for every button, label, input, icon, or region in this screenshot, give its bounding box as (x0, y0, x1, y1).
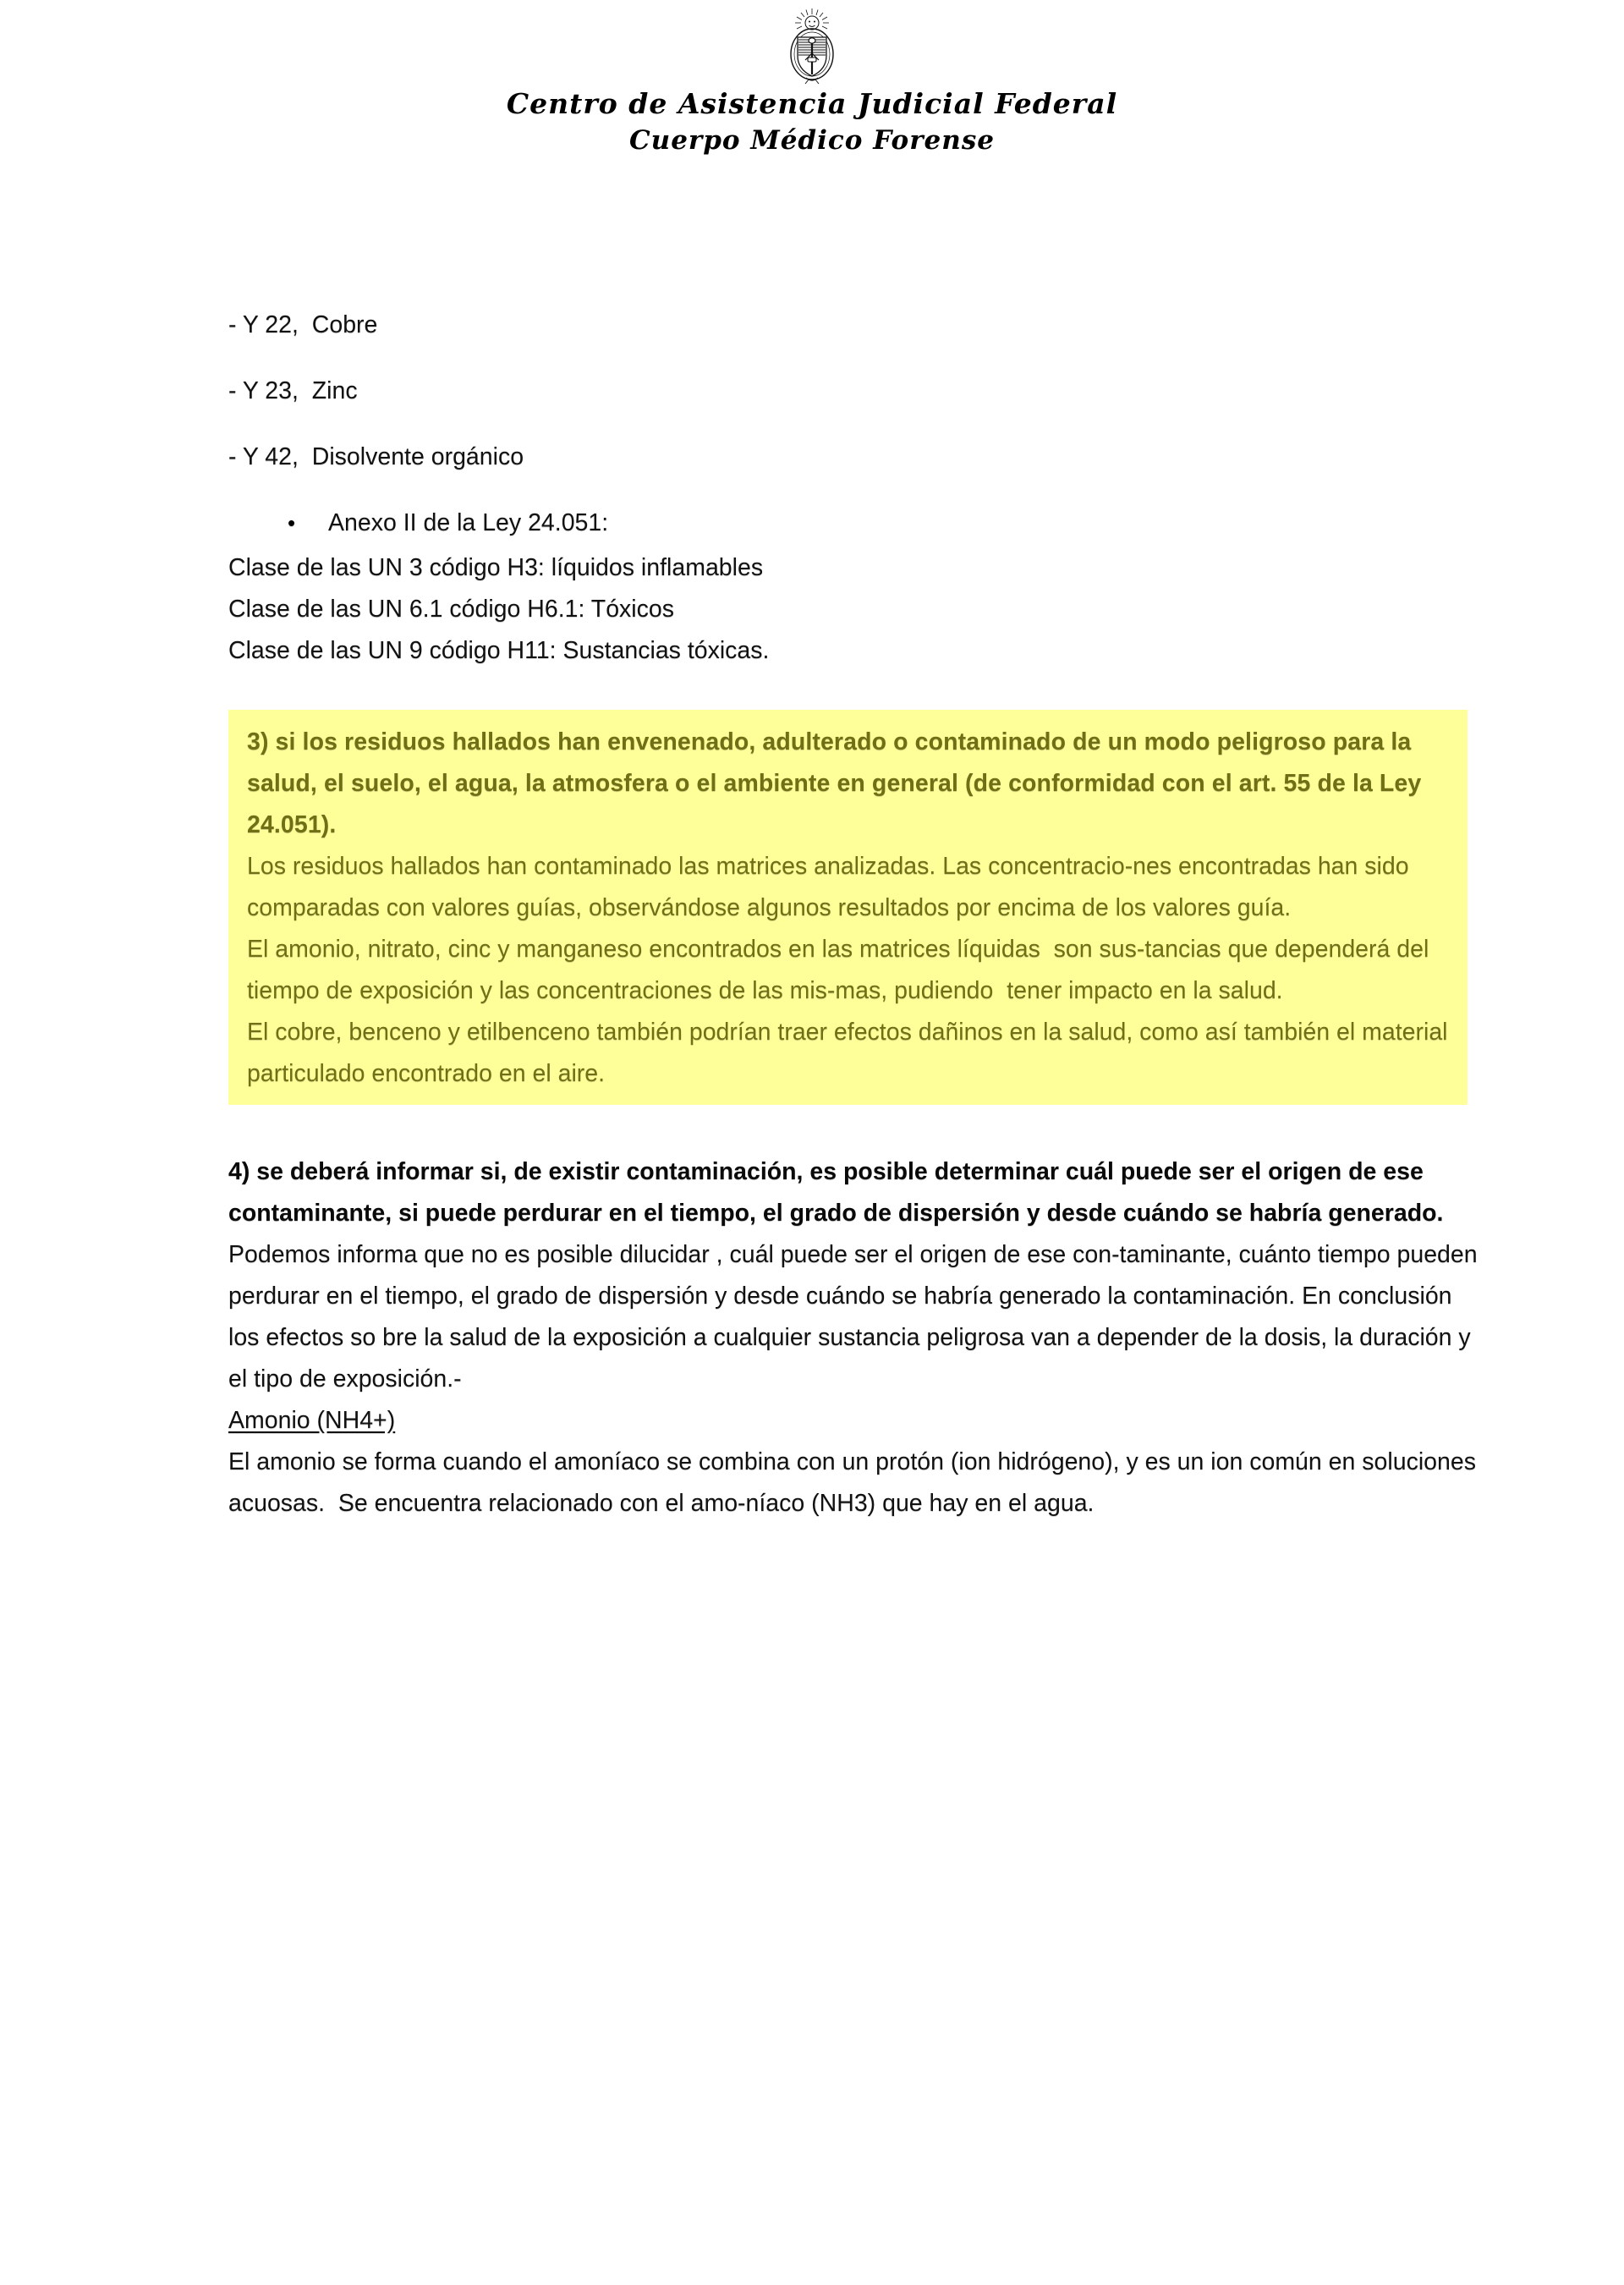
section-four-subheading: Amonio (NH4+) (228, 1407, 396, 1434)
un-class-line: Clase de las UN 3 código H3: líquidos inflamables (228, 554, 764, 581)
highlighted-paragraph: El amonio, nitrato, cinc y manganeso encontrados en las matrices líquidas son sus-tancias que dependerá del tiempo de exposición y las concentraciones de las mis-mas, pudiendo tener impacto en la salud. (247, 936, 1436, 1004)
highlighted-question-heading: 3) si los residuos hallados han envenenado, adulterado o contaminado de un modo peligroso para la salud, el suelo, el agua, la atmosfera o el ambiente en general (de conformidad con el art. 55 de la Ley 24.051). (247, 728, 1429, 838)
bullet-item-label: Anexo II de la Ley 24.051: (328, 509, 609, 536)
highlighted-paragraph: Los residuos hallados han contaminado las matrices analizadas. Las concentracio-nes encontradas han sido comparadas con valores guías, observándose algunos resultados por encima de los valores guía. (247, 853, 1416, 921)
waste-code-item: - Y 42, Disolvente orgánico (228, 443, 524, 470)
section-four-paragraph: Podemos informa que no es posible dilucidar , cuál puede ser el origen de ese con-taminante, cuánto tiempo pueden perdurar en el tiempo, el grado de dispersión y desde cuándo se habría generado la contaminación. En conclusión los efectos so bre la salud de la exposición a cualquier sustancia peligrosa van a depender de la dosis, la duración y el tipo de exposición.- (228, 1241, 1484, 1392)
list-item (228, 503, 1480, 544)
letterhead-title-primary: Centro de Asistencia Judicial Federal (506, 87, 1118, 120)
waste-code-item: - Y 22, Cobre (228, 311, 378, 338)
argentina-coat-of-arms-icon (780, 7, 844, 88)
highlighted-paragraph: El cobre, benceno y etilbenceno también podrían traer efectos dañinos en la salud, como así también el material particulado encontrado en el aire. (247, 1019, 1455, 1087)
un-class-line: Clase de las UN 9 código H11: Sustancias tóxicas. (228, 637, 770, 664)
highlighted-section (228, 710, 1468, 1105)
section-four-subparagraph: El amonio se forma cuando el amoníaco se combina con un protón (ion hidrógeno), y es un ion común en soluciones acuosas. Se encuentra relacionado con el amo-níaco (NH3) que hay en el agua. (228, 1448, 1483, 1517)
letterhead (0, 0, 1624, 154)
un-class-line: Clase de las UN 6.1 código H6.1: Tóxicos (228, 596, 674, 623)
document-body (228, 305, 1484, 1524)
section-four (228, 1151, 1484, 1524)
bullet-marker-icon: • (288, 510, 296, 536)
letterhead-title-secondary: Cuerpo Médico Forense (628, 125, 995, 156)
waste-code-item: - Y 23, Zinc (228, 377, 358, 404)
section-four-heading: 4) se deberá informar si, de existir contaminación, es posible determinar cuál puede ser el origen de ese contaminante, si puede perdurar en el tiempo, el grado de dispersión y desde cuándo se habría generado. (228, 1158, 1444, 1227)
